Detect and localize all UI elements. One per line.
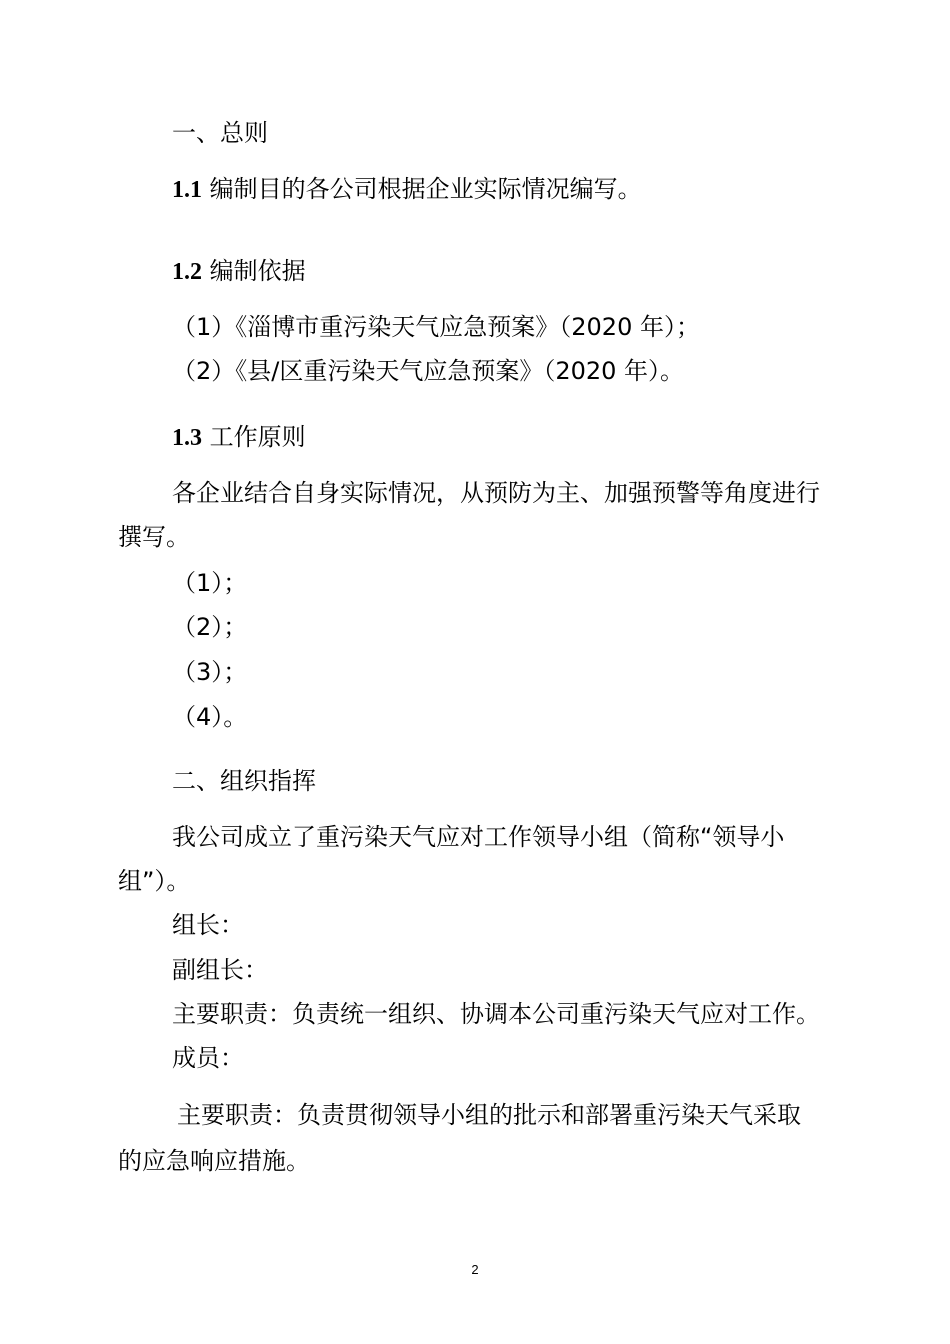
principle-paragraph-line-1: 各企业结合自身实际情况，从预防为主、加强预警等角度进行 [172,479,820,507]
member-duty-line-2: 的应急响应措施。 [118,1147,310,1175]
section-1-1 [172,174,642,205]
section-1-1-number: 1.1 [172,177,202,203]
leader-duty: 主要职责：负责统一组织、协调本公司重污染天气应对工作。 [172,1000,820,1028]
members-label: 成员： [172,1044,244,1072]
principle-paragraph-line-2: 撰写。 [118,523,190,551]
section-2-heading: 二、组织指挥 [172,767,316,795]
deputy-leader-label: 副组长： [172,956,268,984]
section-1-3-number: 1.3 [172,425,202,451]
principle-item-3: （3）； [172,658,248,686]
leader-label: 组长： [172,911,244,939]
section-1-heading: 一、总则 [172,119,268,147]
section-1-3-title: 工作原则 [209,423,306,451]
section-1-2-heading [172,256,306,287]
page-number: 2 [471,1262,479,1277]
section-1-1-text: 编制目的各公司根据企业实际情况编写。 [209,175,642,203]
member-duty-line-1: 主要职责：负责贯彻领导小组的批示和部署重污染天气采取 [177,1101,801,1129]
org-paragraph-line-1: 我公司成立了重污染天气应对工作领导小组（简称“领导小 [172,823,785,851]
org-paragraph-line-2: 组”）。 [118,867,191,895]
principle-item-2: （2）； [172,613,248,641]
section-1-2-number: 1.2 [172,259,202,285]
principle-item-4: （4）。 [172,703,248,731]
section-1-2-title: 编制依据 [209,257,306,285]
basis-item-1: （1）《淄博市重污染天气应急预案》（2020 年）； [172,313,700,341]
section-1-3-heading [172,422,306,453]
basis-item-2: （2）《县/区重污染天气应急预案》（2020 年）。 [172,357,685,385]
principle-item-1: （1）； [172,569,248,597]
